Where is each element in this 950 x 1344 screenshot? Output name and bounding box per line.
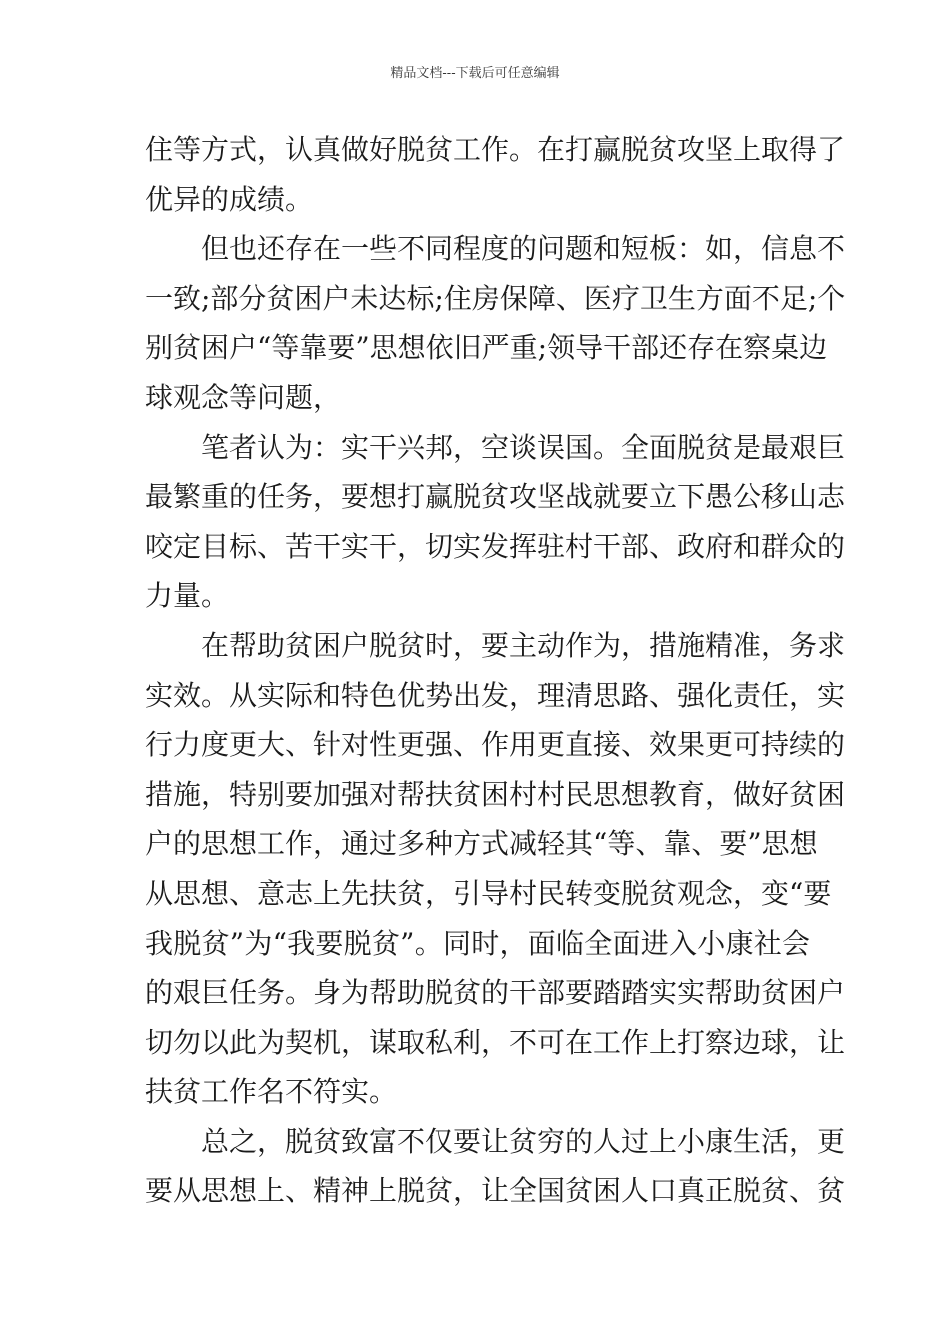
text-line: 住等方式，认真做好脱贫工作。在打赢脱贫攻坚上取得了 [145,133,846,166]
paragraph-2 [145,224,846,422]
text-line: 行力度更大、针对性更强、作用更直接、效果更可持续的 [145,728,846,762]
document-body [145,125,846,1216]
text-line: 的艰巨任务。身为帮助脱贫的干部要踏踏实实帮助贫困户 [145,976,846,1010]
text-line: 但也还存在一些不同程度的问题和短板：如，信息不 [201,232,846,266]
text-line: 要从思想上、精神上脱贫，让全国贫困人口真正脱贫、贫 [145,1174,846,1208]
paragraph-4 [145,621,846,1117]
text-line: 笔者认为：实干兴邦，空谈误国。全面脱贫是最艰巨 [201,430,846,464]
text-line: 措施，特别要加强对帮扶贫困村村民思想教育，做好贫困 [145,777,846,811]
text-line: 户的思想工作，通过多种方式减轻其“等、靠、要”思想 [145,827,818,861]
text-line: 优异的成绩。 [145,182,314,216]
text-line: 我脱贫”为“我要脱贫”。同时，面临全面进入小康社会 [145,926,810,960]
text-line: 球观念等问题， [145,380,342,414]
text-line: 切勿以此为契机，谋取私利，不可在工作上打察边球，让 [145,1025,846,1059]
paragraph-3 [145,423,846,621]
page-header: 精品文档---下载后可任意编辑 [390,66,560,81]
text-line: 力量。 [145,579,230,613]
text-line: 从思想、意志上先扶贫，引导村民转变脱贫观念，变“要 [145,876,832,910]
text-line: 一致;部分贫困户未达标;住房保障、医疗卫生方面不足;个 [145,281,846,315]
text-line: 扶贫工作名不符实。 [145,1075,398,1109]
text-line: 最繁重的任务，要想打赢脱贫攻坚战就要立下愚公移山志 [145,480,846,514]
paragraph-1 [145,125,846,224]
text-line: 咬定目标、苦干实干，切实发挥驻村干部、政府和群众的 [145,529,846,563]
text-line: 在帮助贫困户脱贫时，要主动作为，措施精准，务求 [201,628,846,662]
text-line: 别贫困户“等靠要”思想依旧严重;领导干部还存在察桌边 [145,331,828,365]
paragraph-5 [145,1117,846,1216]
text-line: 实效。从实际和特色优势出发，理清思路、强化责任，实 [145,678,846,712]
text-line: 总之，脱贫致富不仅要让贫穷的人过上小康生活，更 [201,1124,846,1158]
